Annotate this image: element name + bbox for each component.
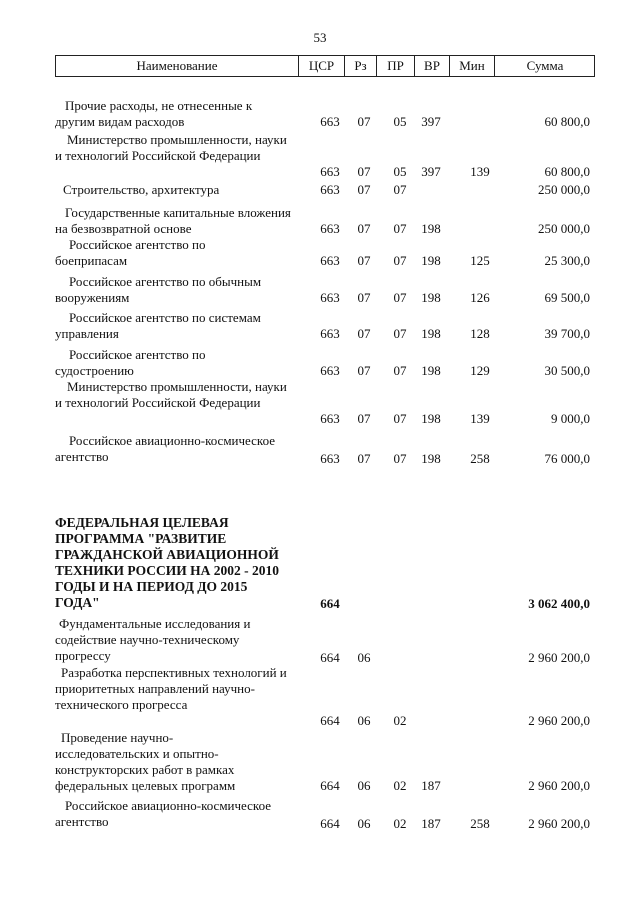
row-vr: 397 [421,114,441,129]
row-rz: 07 [357,253,371,268]
row-min: 258 [470,451,490,466]
row-pr: 07 [393,326,407,341]
row-name: Государственные капитальные вложения на безвозвратной основе [55,205,291,236]
row-csr: 664 [320,713,340,728]
row-csr: 664 [320,778,340,793]
row-csr: 664 [320,596,340,611]
row-sum: 30 500,0 [544,363,590,378]
row-min: 128 [470,326,490,341]
row-csr: 663 [320,411,340,426]
row-rz: 07 [357,363,371,378]
header-pr: ПР [376,56,414,76]
row-name: Российское агентство по судостроению [55,347,206,378]
row-rz: 07 [357,451,371,466]
row-sum: 250 000,0 [538,221,590,236]
row-csr: 663 [320,451,340,466]
row-sum: 60 800,0 [544,114,590,129]
header-csr: ЦСР [298,56,344,76]
row-name: Строительство, архитектура [63,182,220,197]
row-pr: 07 [393,411,407,426]
row-pr: 07 [393,253,407,268]
row-csr: 663 [320,114,340,129]
row-name: Российское агентство по системам управления [55,310,261,341]
row-csr: 663 [320,326,340,341]
row-vr: 198 [421,221,441,236]
row-sum: 2 960 200,0 [528,650,590,665]
row-name: Министерство промышленности, науки и технологий Российской Федерации [55,132,287,163]
row-name: Министерство промышленности, науки и технологий Российской Федерации [55,379,287,410]
row-name: Прочие расходы, не отнесенные к другим видам расходов [55,98,253,129]
row-vr: 198 [421,451,441,466]
row-sum: 76 000,0 [544,451,590,466]
header-vr: ВР [414,56,449,76]
row-rz: 07 [357,221,371,236]
row-pr: 07 [393,363,407,378]
row-sum: 250 000,0 [538,182,590,197]
row-rz: 06 [357,713,371,728]
row-name: Проведение научно-исследовательских и опытно-конструкторских работ в рамках федеральных целевых программ [55,730,236,793]
row-csr: 663 [320,253,340,268]
row-pr: 07 [393,451,407,466]
row-rz: 07 [357,411,371,426]
row-vr: 187 [421,778,441,793]
row-csr: 663 [320,182,340,197]
row-rz: 07 [357,290,371,305]
row-sum: 9 000,0 [551,411,590,426]
row-sum: 39 700,0 [544,326,590,341]
row-pr: 02 [393,713,407,728]
row-csr: 664 [320,816,340,831]
page-number: 53 [313,30,327,45]
row-name: Разработка перспективных технологий и приоритетных направлений научно-технического прогресса [55,665,287,712]
row-vr: 198 [421,363,441,378]
row-vr: 198 [421,411,441,426]
row-pr: 02 [393,816,407,831]
row-rz: 06 [357,650,371,665]
row-name: Российское авиационно-космическое агентство [55,798,272,829]
row-pr: 07 [393,290,407,305]
header-rz: Рз [344,56,376,76]
header-sum: Сумма [494,56,595,76]
row-min: 125 [470,253,490,268]
row-min: 129 [470,363,490,378]
program-title: ФЕДЕРАЛЬНАЯ ЦЕЛЕВАЯ ПРОГРАММА "РАЗВИТИЕ ГРАЖДАНСКОЙ АВИАЦИОННОЙ ТЕХНИКИ РОССИИ НА 2002 - 2010 ГОДЫ И НА ПЕРИОД ДО 2015 ГОДА" [55,515,280,610]
row-pr: 02 [393,778,407,793]
row-csr: 663 [320,221,340,236]
row-pr: 05 [393,114,407,129]
row-rz: 06 [357,816,371,831]
row-sum: 25 300,0 [544,253,590,268]
row-name: Фундаментальные исследования и содействие научно-техническому прогрессу [55,616,251,663]
row-vr: 198 [421,290,441,305]
row-rz: 06 [357,778,371,793]
row-vr: 187 [421,816,441,831]
row-sum: 3 062 400,0 [528,596,590,611]
row-name: Российское авиационно-космическое агентство [55,433,276,464]
row-min: 258 [470,816,490,831]
row-name: Российское агентство по боеприпасам [55,237,206,268]
row-csr: 663 [320,290,340,305]
row-csr: 663 [320,363,340,378]
row-rz: 07 [357,326,371,341]
header-name: Наименование [136,58,218,73]
row-sum: 2 960 200,0 [528,713,590,728]
row-vr: 397 [421,164,441,179]
row-min: 126 [470,290,490,305]
row-pr: 05 [393,164,407,179]
row-sum: 69 500,0 [544,290,590,305]
row-name: Российское агентство по обычным вооружениям [55,274,262,305]
row-csr: 663 [320,164,340,179]
row-pr: 07 [393,221,407,236]
row-rz: 07 [357,164,371,179]
row-rz: 07 [357,114,371,129]
row-rz: 07 [357,182,371,197]
row-csr: 664 [320,650,340,665]
row-sum: 60 800,0 [544,164,590,179]
header-min: Мин [449,56,494,76]
row-vr: 198 [421,253,441,268]
row-min: 139 [470,411,490,426]
row-sum: 2 960 200,0 [528,778,590,793]
row-min: 139 [470,164,490,179]
row-pr: 07 [393,182,407,197]
row-vr: 198 [421,326,441,341]
table-header [55,55,595,77]
row-sum: 2 960 200,0 [528,816,590,831]
